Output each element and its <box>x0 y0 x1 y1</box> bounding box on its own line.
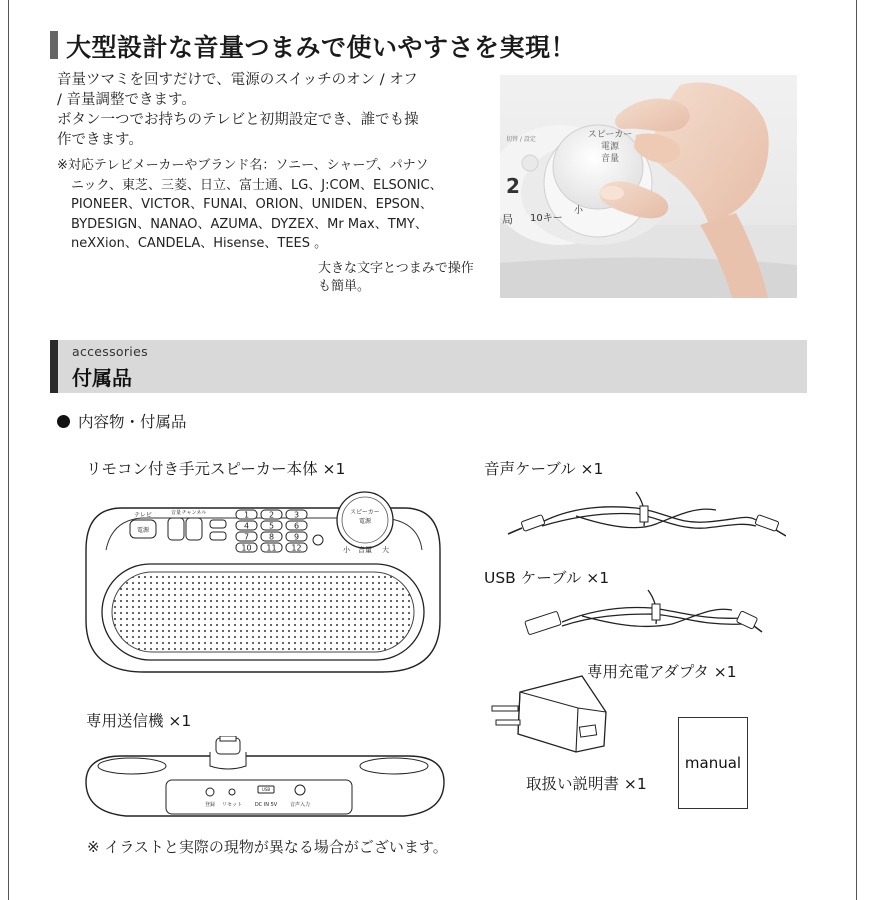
desc-line: / 音量調整できます。 <box>57 92 196 108</box>
page-border-left <box>8 0 9 900</box>
contents-heading-text: 内容物・付属品 <box>78 413 187 431</box>
page-title: 大型設計な音量つまみで使いやすさを実現！ <box>66 33 577 62</box>
desc-line: 音量ツマミを回すだけで、電源のスイッチのオン / オフ <box>57 72 418 88</box>
adapter-illustration <box>486 672 610 758</box>
numpad-key-label: 1 <box>243 510 250 520</box>
page-border-right <box>856 0 857 900</box>
speaker-knob-label-2: 電源 <box>358 518 372 525</box>
section-title: 付属品 <box>72 366 132 390</box>
note-line: ニック、東芝、三菱、日立、富士通、LG、J:COM、ELSONIC、 <box>71 177 443 193</box>
transmitter-label-usb: USB <box>261 787 271 792</box>
knob-label-volume: 音量 <box>600 154 620 164</box>
desc-line: ボタン一つでお持ちのテレビと初期設定でき、誰でも操 <box>57 112 419 128</box>
photo-label-setting: 切替 / 設定 <box>506 136 536 143</box>
photo-label-numpad: 10キー <box>530 213 563 224</box>
item-label-adapter: 専用充電アダプタ ×1 <box>587 663 737 681</box>
note-line: ※対応テレビメーカーやブランド名：ソニー、シャープ、パナソ <box>57 158 429 173</box>
speaker-label-tv: テレビ <box>134 512 152 519</box>
numpad-key-label: 5 <box>268 521 275 531</box>
numpad-key-label: 2 <box>268 510 275 520</box>
manual-booklet <box>678 717 748 809</box>
feature-description <box>57 70 467 150</box>
item-label-usb-cable: USB ケーブル ×1 <box>484 569 610 587</box>
numpad-key-label: 10 <box>241 543 252 553</box>
note-line: neXXion、CANDELA、Hisense、TEES 。 <box>71 236 328 251</box>
item-label-transmitter: 専用送信機 ×1 <box>86 712 192 730</box>
speaker-label-vol-word: 音量 <box>358 546 372 554</box>
speaker-unit-illustration <box>82 490 444 680</box>
numpad-key-label: 3 <box>293 510 300 520</box>
numpad-key-label: 11 <box>266 543 277 553</box>
photo-caption <box>318 260 493 296</box>
speaker-label-volume: 音量 <box>170 510 182 516</box>
transmitter-label-dc: DC IN 5V <box>254 802 278 808</box>
speaker-label-channel: チャンネル <box>181 510 207 516</box>
title-accent-bar <box>50 31 58 59</box>
numpad-key-label: 12 <box>291 543 302 553</box>
transmitter-label-audio-in: 音声入力 <box>289 802 311 808</box>
item-label-manual: 取扱い説明書 ×1 <box>526 775 647 793</box>
audio-cable-illustration <box>506 482 786 550</box>
transmitter-label-pair: 登録 <box>204 802 216 808</box>
item-label-audio-cable: 音声ケーブル ×1 <box>484 460 604 478</box>
photo-label-small: 小 <box>574 206 584 216</box>
caption-line: も簡単。 <box>318 279 371 294</box>
knob-label-speaker: スピーカー <box>587 130 633 140</box>
knob-photo-illustration <box>500 75 797 298</box>
numpad-key-label: 4 <box>243 521 250 531</box>
usb-cable-illustration <box>522 586 768 642</box>
note-line: BYDESIGN、NANAO、AZUMA、DYZEX、Mr Max、TMY、 <box>71 216 428 232</box>
transmitter-label-reset: リセット <box>222 802 242 808</box>
speaker-label-large: 大 <box>382 546 389 554</box>
caption-line: 大きな文字とつまみで操作 <box>318 261 474 276</box>
numpad-key-label: 9 <box>293 532 300 542</box>
section-subtitle: accessories <box>72 344 148 359</box>
speaker-knob-label-1: スピーカー <box>350 509 380 516</box>
compatible-brands-note <box>57 156 467 254</box>
product-photo <box>500 75 797 298</box>
speaker-label-small: 小 <box>343 546 350 554</box>
speaker-label-power: 電源 <box>136 527 150 534</box>
transmitter-illustration <box>82 736 448 824</box>
section-accent-bar <box>50 340 58 393</box>
numpad-key-label: 6 <box>293 521 300 531</box>
note-line: PIONEER、VICTOR、FUNAI、ORION、UNIDEN、EPSON、 <box>71 197 433 212</box>
manual-cover-text: manual <box>684 754 742 772</box>
numpad-key-label: 7 <box>243 532 250 542</box>
contents-heading <box>57 410 187 432</box>
desc-line: 作できます。 <box>57 132 143 148</box>
numpad-key-label: 8 <box>268 532 275 542</box>
knob-label-power: 電源 <box>600 142 620 152</box>
item-label-speaker: リモコン付き手元スピーカー本体 ×1 <box>86 460 346 478</box>
photo-digit-2: 2 <box>506 174 520 198</box>
photo-label-station: 局 <box>502 213 513 226</box>
section-header-band <box>50 340 807 393</box>
bullet-icon <box>57 415 70 428</box>
illustration-disclaimer: ※ イラストと実際の現物が異なる場合がございます。 <box>87 838 448 856</box>
